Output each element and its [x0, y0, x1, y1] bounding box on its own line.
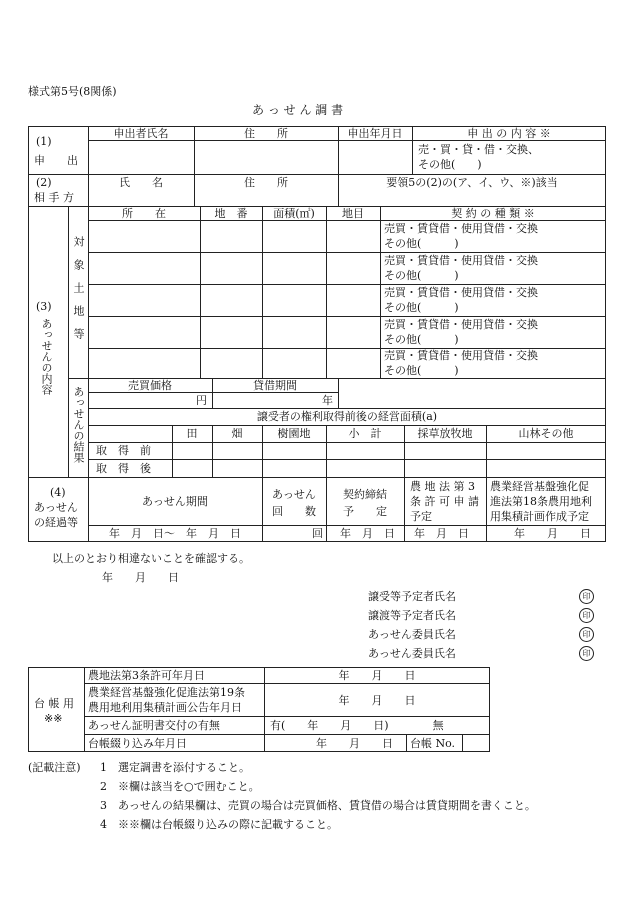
- lease-period-header: 貸借期間: [253, 379, 297, 392]
- note-item: 1 選定調書を添付すること。: [100, 761, 250, 774]
- yen-unit: 円: [196, 394, 207, 407]
- apply-date-header: 申出年月日: [347, 127, 403, 140]
- content-option-1: 売・買・貸・借・交換、: [418, 143, 539, 156]
- contract-option-4b: その他( ): [384, 333, 459, 346]
- ledger-row-plan-2: 農用地利用集積計画公告年月日: [88, 701, 242, 714]
- sale-price-header: 売買価格: [128, 379, 172, 392]
- conclusion-header-2: 予 定: [343, 505, 387, 518]
- sec2-label: 相 手 方: [34, 191, 74, 204]
- col-forest: 山林その他: [518, 427, 574, 440]
- contract-option-1a: 売買・賃貸借・使用貸借・交換: [384, 222, 538, 235]
- count-value: 回: [312, 527, 323, 540]
- seal-icon: 印: [579, 608, 594, 623]
- address-header: 住 所: [244, 127, 288, 140]
- seal-icon: 印: [579, 627, 594, 642]
- ledger-filing-date: 年 月 日: [316, 737, 393, 750]
- area-header: 面積(㎡): [273, 207, 315, 220]
- signer-4: あっせん委員氏名: [368, 647, 456, 660]
- col-field: 畑: [231, 427, 243, 440]
- seal-icon: 印: [579, 646, 594, 661]
- result-label: あっせんの結果: [72, 386, 85, 463]
- permit-header-3: 予定: [410, 510, 432, 523]
- sec2-label-num: (2): [36, 176, 52, 189]
- conclusion-header-1: 契約締結: [343, 488, 387, 501]
- counterparty-address-header: 住 所: [244, 176, 288, 189]
- contract-option-5b: その他( ): [384, 364, 459, 377]
- contract-option-3b: その他( ): [384, 301, 459, 314]
- row-after: 取 得 後: [96, 462, 151, 475]
- confirm-text: 以上のとおり相違ないことを確認する。: [52, 552, 250, 565]
- note-item: 3 あっせんの結果欄は、売買の場合は売買価格、賃貸借の場合は賃貸期間を書くこと。: [100, 799, 536, 812]
- col-pasture: 採草放牧地: [417, 427, 473, 440]
- content-header: 申 出 の 内 容 ※: [467, 127, 551, 140]
- lot-header: 地 番: [214, 207, 248, 220]
- confirm-date: 年 月 日: [102, 571, 179, 584]
- note-item: 4 ※※欄は台帳綴り込みの際に記載すること。: [100, 818, 338, 831]
- signer-3: あっせん委員氏名: [368, 628, 456, 641]
- plan-header-3: 用集積計画作成予定: [490, 510, 589, 523]
- plan-header-1: 農業経営基盤強化促: [490, 480, 589, 493]
- conclusion-date: 年 月 日: [340, 527, 395, 540]
- target-land-label: 対象土地等: [72, 236, 85, 351]
- permit-date: 年 月 日: [414, 527, 469, 540]
- location-header: 所 在: [122, 207, 166, 220]
- contract-option-1b: その他( ): [384, 237, 459, 250]
- landcat-header: 地目: [342, 207, 364, 220]
- row-before: 取 得 前: [96, 444, 151, 457]
- sec1-label: 申 出: [34, 154, 78, 167]
- plan-date: 年 月 日: [514, 527, 591, 540]
- sec1-label-num: (1): [36, 135, 52, 148]
- permit-header-1: 農 地 法 第 3: [410, 480, 475, 493]
- plan-header-2: 進法第18条農用地利: [490, 495, 592, 508]
- contract-option-3a: 売買・賃貸借・使用貸借・交換: [384, 286, 538, 299]
- ledger-plan-date: 年 月 日: [338, 694, 416, 707]
- ledger-row-permit: 農地法第3条許可年月日: [88, 669, 205, 682]
- col-orchard: 樹園地: [277, 427, 311, 440]
- page-title: あ っ せ ん 調 書: [252, 103, 344, 117]
- permit-header-2: 条 許 可 申 請: [410, 495, 479, 508]
- sec4-label-1: あっせん: [34, 501, 78, 514]
- ledger-row-filing: 台帳綴り込み年月日: [88, 737, 187, 750]
- ledger-row-plan-1: 農業経営基盤強化促進法第19条: [88, 686, 245, 699]
- sec4-label-num: (4): [50, 486, 66, 499]
- ledger-number-label: 台帳 No.: [410, 737, 456, 750]
- note-item: 2 ※欄は該当を○で囲むこと。: [100, 780, 260, 793]
- notes-heading: (記載注意): [28, 761, 81, 774]
- signer-1: 譲受等予定者氏名: [368, 590, 456, 603]
- sec4-label-2: の経過等: [34, 516, 78, 529]
- youryou-note: 要領5の(2)の(ア、イ、ウ、※)該当: [386, 176, 558, 189]
- ledger-permit-date: 年 月 日: [338, 669, 416, 682]
- ledger-row-certificate: あっせん証明書交付の有無: [88, 719, 220, 732]
- contract-header: 契 約 の 種 類 ※: [451, 207, 535, 220]
- area-before-after-header: 譲受者の権利取得前後の経営面積(a): [256, 410, 438, 423]
- applicant-name-header: 申出者氏名: [113, 127, 169, 140]
- period-header: あっせん期間: [142, 495, 208, 508]
- contract-option-2a: 売買・賃貸借・使用貸借・交換: [384, 254, 538, 267]
- seal-icon: 印: [579, 589, 594, 604]
- contract-option-2b: その他( ): [384, 269, 459, 282]
- count-header-1: あっせん: [272, 488, 316, 501]
- period-value: 年 月 日～ 年 月 日: [109, 527, 241, 540]
- ledger-label: 台 帳 用: [34, 697, 74, 710]
- year-unit: 年: [322, 394, 333, 407]
- count-header-2: 回 数: [272, 505, 316, 518]
- signer-2: 譲渡等予定者氏名: [368, 609, 456, 622]
- counterparty-name-header: 氏 名: [119, 176, 163, 189]
- sec3-label-num: (3): [36, 300, 52, 313]
- form-number: 様式第5号(8関係): [28, 85, 117, 98]
- col-subtotal: 小 計: [348, 427, 382, 440]
- contract-option-4a: 売買・賃貸借・使用貸借・交換: [384, 318, 538, 331]
- sec3-label: あっせんの内容: [40, 318, 53, 395]
- content-option-2: その他( ): [418, 158, 482, 171]
- col-paddy: 田: [186, 427, 198, 440]
- ledger-mark: ※※: [44, 712, 63, 725]
- ledger-certificate-value: 有( 年 月 日) 無: [270, 719, 444, 732]
- contract-option-5a: 売買・賃貸借・使用貸借・交換: [384, 349, 538, 362]
